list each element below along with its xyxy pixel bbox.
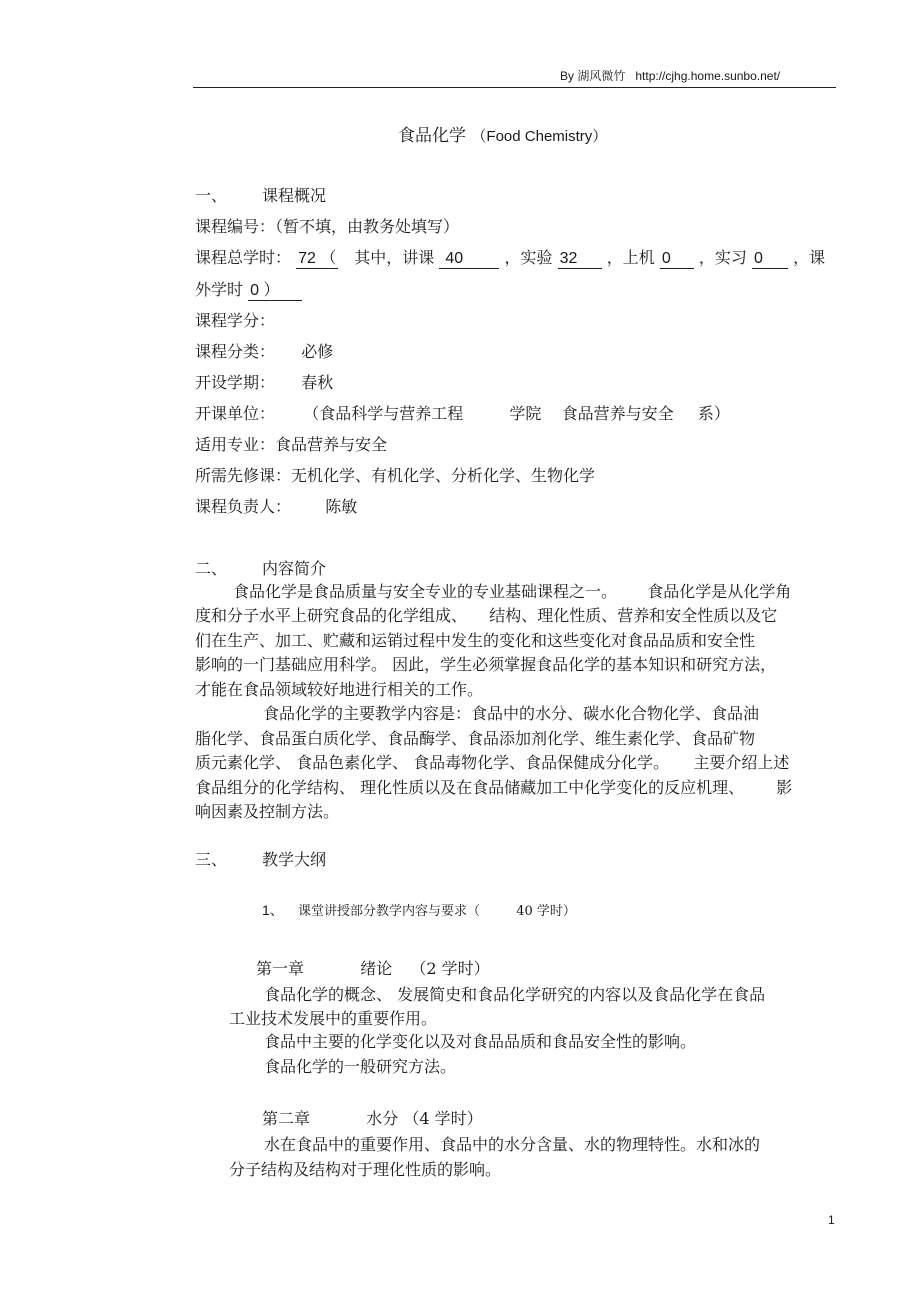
ch2-name: 水分 [366,1109,399,1128]
intro-p2-l3a: 质元素化学、 食品色素化学、 食品毒物化学、食品保健成分化学。 [195,753,670,772]
intro-p1-l2 [195,603,777,626]
course-hours-line [195,245,825,269]
category-line [195,339,333,362]
intro-p2-l4a: 食品组分的化学结构、 理化性质以及在食品储藏加工中化学变化的反应机理、 [195,778,745,797]
credits-label: 课程学分： [195,311,276,330]
intro-p2-l5: 响因素及控制方法。 [195,802,340,821]
practice-hours: 0 [752,250,788,269]
prereq-line: 所需先修课：无机化学、有机化学、分析化学、生物化学 [195,466,596,485]
intro-p1-l3: 们在生产、加工、贮藏和运销过程中发生的变化和这些变化对食品品质和安全性 [195,631,756,650]
header-author: By 湖风微竹 [560,69,626,83]
unit-end: 系） [697,404,730,423]
hours-total: 72 （ [298,250,337,267]
page-number: 1 [828,1213,835,1227]
sec1-heading: 课程概况 [262,186,327,205]
header-url: http://cjhg.home.sunbo.net/ [635,69,781,83]
unit-label: 开课单位： [195,404,276,423]
sec2-heading: 内容简介 [262,559,327,578]
computer-label: ，上机 [606,248,655,267]
ch2-label: 第二章 [262,1109,311,1128]
header-rule [193,87,836,88]
intro-p2-l4 [195,775,792,798]
sub-hours: 40 学时） [516,904,576,919]
practice-label: ，实习 [698,248,747,267]
page-title [398,121,607,146]
ch2-hours: （4 学时） [403,1109,483,1128]
intro-p1-l4: 影响的一门基础应用科学。 因此，学生必须掌握食品化学的基本知识和研究方法， [195,655,777,674]
extra-line-label: 外学时 [195,280,244,299]
ch2-line-1: 水在食品中的重要作用、食品中的水分含量、水的物理特性。水和冰的 [264,1135,761,1154]
sub-text: 课堂讲授部分教学内容与要求（ [297,904,480,919]
extra-hours-line [195,277,302,301]
intro-p1-l5: 才能在食品领域较好地进行相关的工作。 [195,680,484,699]
intro-p1-l1a: 食品化学是食品质量与安全专业的专业基础课程之一。 [233,582,618,601]
lab-label: ，实验 [504,248,553,267]
ch1-line-2: 工业技术发展中的重要作用。 [229,1009,438,1028]
category-value: 必修 [301,342,334,361]
course-code: 课程编号：（暂不填，由教务处填写） [195,217,460,236]
term-label: 开设学期： [195,373,276,392]
ch1-line-3: 食品中主要的化学变化以及对食品品质和食品安全性的影响。 [264,1032,697,1051]
extra-label: ，课 [793,248,826,267]
owner-label: 课程负责人： [195,497,292,516]
extra-hours: 0 ） [248,282,302,301]
chapter-2-title [262,1106,483,1129]
unit-school: （食品科学与营养工程 [303,404,464,423]
owner-line [195,494,357,517]
term-value: 春秋 [301,373,334,392]
unit-dept: 食品营养与安全 [561,404,674,423]
major-line: 适用专业：食品营养与安全 [195,435,388,454]
sub-section-1 [262,900,576,920]
intro-p2-l3b: 主要介绍上述 [693,753,790,772]
title-cn: 食品化学 [398,126,466,146]
lab-hours: 32 [558,250,602,269]
title-en: （Food Chemistry） [471,128,608,145]
intro-p1-l2a: 度和分子水平上研究食品的化学组成、 [195,606,468,625]
intro-p2-l3 [195,750,789,773]
ch2-line-2: 分子结构及结构对于理化性质的影响。 [229,1160,502,1179]
ch1-line-1: 食品化学的概念、 发展简史和食品化学研究的内容以及食品化学在食品 [264,985,766,1004]
intro-p1-l2b: 结构、理化性质、营养和安全性质以及它 [489,606,778,625]
computer-hours: 0 [660,250,694,269]
ch1-name: 绪论 [360,959,393,978]
sec3-num: 三、 [195,850,228,869]
owner-value: 陈敏 [325,497,358,516]
unit-line [195,401,730,424]
intro-p2-l1: 食品化学的主要教学内容是：食品中的水分、碳水化合物化学、食品油 [263,704,760,723]
lecture-hours: 40 [439,250,499,269]
ch1-label: 第一章 [256,959,305,978]
sec2-num: 二、 [195,559,228,578]
sec3-heading: 教学大纲 [262,850,327,869]
unit-college: 学院 [509,404,542,423]
ch1-hours: （2 学时） [410,959,490,978]
hours-label: 课程总学时： [195,248,292,267]
page-header [560,67,780,84]
intro-p1-l1 [233,579,791,602]
term-line [195,370,333,393]
intro-p2-l4b: 影 [776,778,793,797]
ch1-line-4: 食品化学的一般研究方法。 [264,1057,457,1076]
hours-mid: 其中，讲课 [354,248,435,267]
intro-p2-l2: 脂化学、食品蛋白质化学、食品酶学、食品添加剂化学、维生素化学、食品矿物 [195,729,756,748]
intro-p1-l1b: 食品化学是从化学角 [647,582,792,601]
sub-num: 1、 [262,902,284,918]
category-label: 课程分类： [195,342,276,361]
sec1-num: 一、 [195,186,228,205]
chapter-1-title [256,956,490,979]
